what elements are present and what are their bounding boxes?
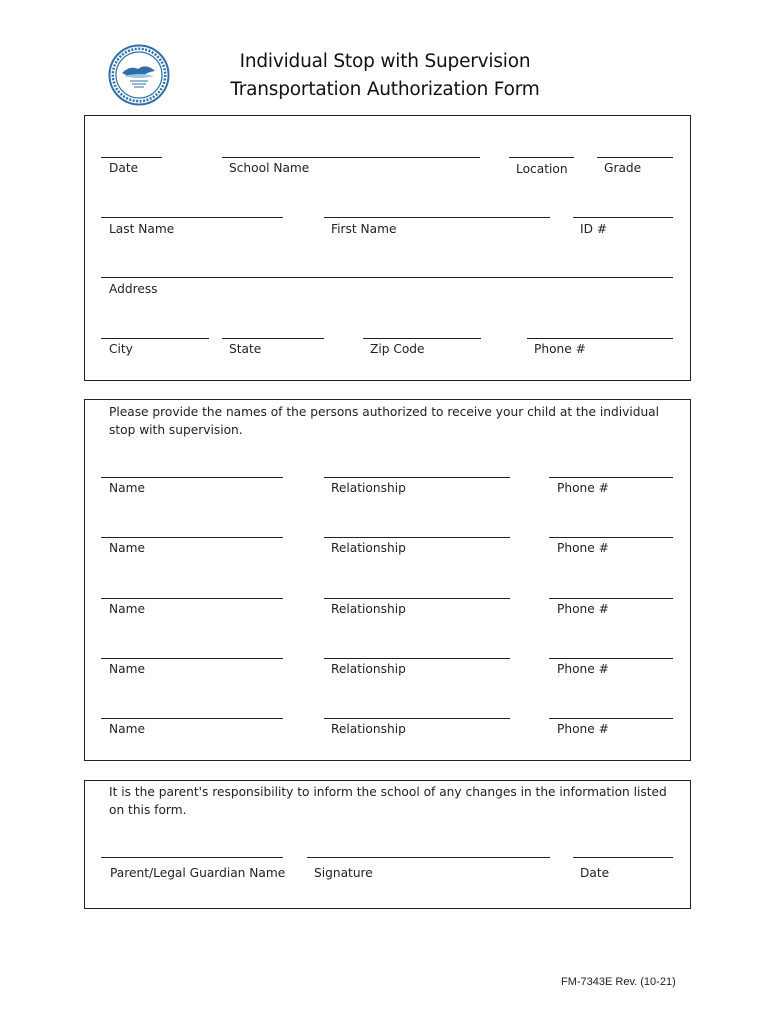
authorized-name-field[interactable] — [101, 718, 283, 719]
signature-date-label: Date — [580, 866, 610, 880]
zip-code-label: Zip Code — [370, 342, 425, 356]
authorized-name-field[interactable] — [101, 537, 283, 538]
signature-date-field[interactable] — [573, 857, 673, 858]
authorized-phone-label: Phone # — [557, 602, 609, 616]
authorized-name-label: Name — [109, 662, 145, 676]
authorized-phone-field[interactable] — [549, 598, 673, 599]
last-name-label: Last Name — [109, 222, 175, 236]
authorized-name-label: Name — [109, 602, 145, 616]
authorized-name-field[interactable] — [101, 658, 283, 659]
authorized-relationship-field[interactable] — [324, 477, 510, 478]
date-label: Date — [109, 161, 139, 175]
school-name-field[interactable] — [222, 157, 480, 158]
authorized-name-field[interactable] — [101, 598, 283, 599]
address-label: Address — [109, 282, 158, 296]
authorized-relationship-field[interactable] — [324, 598, 510, 599]
authorized-phone-label: Phone # — [557, 541, 609, 555]
school-district-seal — [108, 44, 170, 106]
first-name-field[interactable] — [324, 217, 550, 218]
grade-field[interactable] — [597, 157, 673, 158]
city-label: City — [109, 342, 133, 356]
authorized-phone-label: Phone # — [557, 481, 609, 495]
authorized-phone-label: Phone # — [557, 722, 609, 736]
id-label: ID # — [580, 222, 608, 236]
authorized-name-label: Name — [109, 722, 145, 736]
form-number: FM-7343E Rev. (10-21) — [561, 976, 676, 988]
grade-label: Grade — [604, 161, 642, 175]
authorized-name-label: Name — [109, 541, 145, 555]
phone-label: Phone # — [534, 342, 586, 356]
location-field[interactable] — [509, 157, 574, 158]
address-field[interactable] — [101, 277, 673, 278]
zip-code-field[interactable] — [363, 338, 481, 339]
city-field[interactable] — [101, 338, 209, 339]
last-name-field[interactable] — [101, 217, 283, 218]
authorized-relationship-label: Relationship — [331, 481, 406, 495]
phone-field[interactable] — [527, 338, 673, 339]
authorized-relationship-field[interactable] — [324, 537, 510, 538]
authorized-phone-field[interactable] — [549, 537, 673, 538]
authorized-instructions: Please provide the names of the persons authorized to receive your child at the individual stop with supervision. — [109, 405, 660, 437]
parent-responsibility-notice: It is the parent's responsibility to inform the school of any changes in the information listed on this form. — [109, 785, 667, 817]
authorized-phone-field[interactable] — [549, 658, 673, 659]
authorized-phone-field[interactable] — [549, 477, 673, 478]
authorized-relationship-label: Relationship — [331, 662, 406, 676]
authorized-phone-field[interactable] — [549, 718, 673, 719]
authorized-relationship-field[interactable] — [324, 718, 510, 719]
state-label: State — [229, 342, 262, 356]
authorized-relationship-label: Relationship — [331, 602, 406, 616]
first-name-label: First Name — [331, 222, 397, 236]
guardian-name-label: Parent/Legal Guardian Name — [110, 866, 286, 880]
state-field[interactable] — [222, 338, 324, 339]
authorized-phone-label: Phone # — [557, 662, 609, 676]
authorized-persons-section — [84, 399, 691, 761]
school-name-label: School Name — [229, 161, 310, 175]
form-title-line1: Individual Stop with Supervision — [239, 51, 531, 72]
signature-field[interactable] — [307, 857, 550, 858]
form-title-line2: Transportation Authorization Form — [230, 79, 540, 100]
authorized-name-field[interactable] — [101, 477, 283, 478]
signature-label: Signature — [314, 866, 373, 880]
date-field[interactable] — [101, 157, 162, 158]
guardian-name-field[interactable] — [101, 857, 283, 858]
authorized-relationship-label: Relationship — [331, 722, 406, 736]
authorized-relationship-label: Relationship — [331, 541, 406, 555]
authorized-name-label: Name — [109, 481, 145, 495]
authorized-relationship-field[interactable] — [324, 658, 510, 659]
location-label: Location — [516, 162, 568, 176]
id-field[interactable] — [573, 217, 673, 218]
